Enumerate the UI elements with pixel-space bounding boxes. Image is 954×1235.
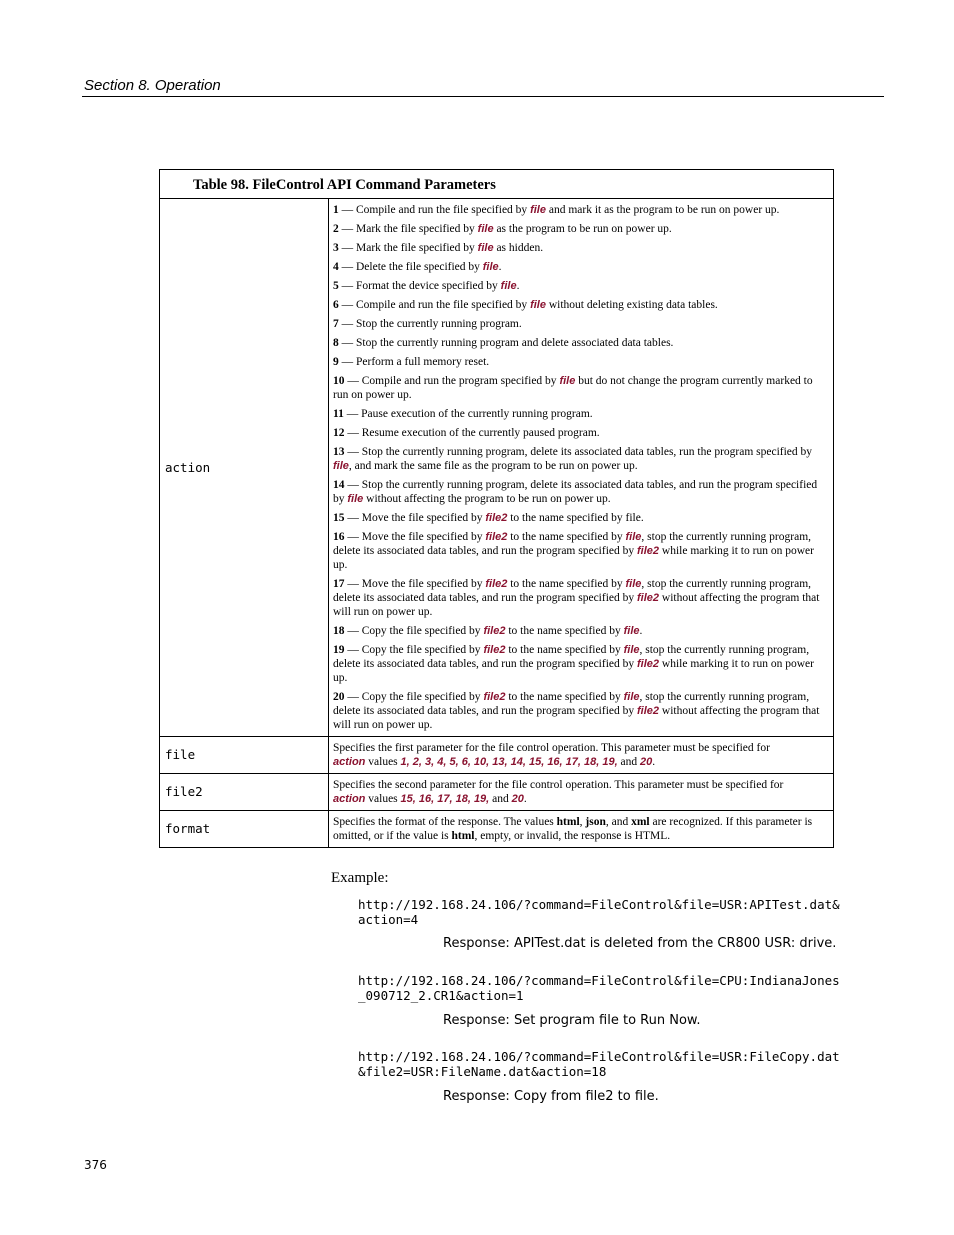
action-text: to the name specified by bbox=[507, 578, 626, 590]
parameter-keyword: file bbox=[623, 644, 640, 656]
action-text: , stop the currently running program, delete its associated data tables, and run the program specified by bbox=[333, 578, 812, 604]
parameter-keyword: file bbox=[625, 531, 642, 543]
format-desc-t2: , bbox=[579, 816, 586, 828]
param-name-action: action bbox=[160, 199, 329, 737]
file2-desc-and-word: and bbox=[492, 793, 509, 805]
parameter-keyword: file bbox=[500, 280, 517, 292]
table-caption: Table 98. FileControl API Command Parameters bbox=[160, 170, 834, 199]
action-number: 18 bbox=[333, 625, 345, 637]
action-text: — Compile and run the program specified by bbox=[344, 375, 560, 387]
example-code-1: http://192.168.24.106/?command=FileControl&file=USR:APITest.dat& action=4 bbox=[358, 897, 840, 927]
action-text: — Perform a full memory reset. bbox=[338, 356, 490, 368]
action-text: — Stop the currently running program, delete its associated data tables, and run the program specified by bbox=[333, 479, 818, 505]
parameter-keyword: file2 bbox=[483, 691, 506, 703]
action-item bbox=[333, 317, 829, 331]
action-item bbox=[333, 260, 829, 274]
file2-desc-values: 15, 16, 17, 18, 19, bbox=[400, 793, 490, 805]
action-item bbox=[333, 577, 829, 619]
parameter-keyword: file bbox=[482, 261, 499, 273]
parameter-keyword: file bbox=[559, 375, 576, 387]
action-number: 15 bbox=[333, 512, 345, 524]
parameter-keyword: file2 bbox=[637, 705, 660, 717]
action-item bbox=[333, 222, 829, 236]
parameter-keyword: file2 bbox=[485, 512, 508, 524]
parameter-keyword: file2 bbox=[485, 531, 508, 543]
file2-desc-end: . bbox=[523, 793, 527, 805]
action-text: to the name specified by bbox=[507, 531, 626, 543]
table-row-format bbox=[160, 811, 834, 848]
file2-desc-last-value: 20 bbox=[511, 793, 524, 805]
action-number: 3 bbox=[333, 242, 339, 254]
action-text: — Stop the currently running program and delete associated data tables. bbox=[338, 337, 674, 349]
action-text: while marking it to run on power up. bbox=[333, 658, 814, 684]
action-number: 4 bbox=[333, 261, 339, 273]
action-text: to the name specified by file. bbox=[507, 512, 644, 524]
file-desc-action-kw: action bbox=[333, 756, 366, 768]
action-text: , stop the currently running program, delete its associated data tables, and run the program specified by bbox=[333, 531, 812, 557]
action-number: 10 bbox=[333, 375, 345, 387]
table-row-action bbox=[160, 199, 834, 737]
parameter-keyword: file bbox=[530, 299, 546, 311]
action-number: 9 bbox=[333, 356, 339, 368]
action-item bbox=[333, 478, 829, 506]
action-text: , and mark the same file as the program to be run on power up. bbox=[348, 460, 638, 472]
action-number: 8 bbox=[333, 337, 339, 349]
parameter-keyword: file bbox=[347, 493, 364, 505]
format-desc-t1: Specifies the format of the response. The values bbox=[333, 816, 557, 828]
action-text: but do not change the program currently marked to run on power up. bbox=[333, 375, 813, 401]
action-text: while marking it to run on power up. bbox=[333, 545, 814, 571]
format-desc-t3: , and bbox=[605, 816, 632, 828]
parameter-keyword: file bbox=[530, 204, 546, 216]
table-row-file2 bbox=[160, 774, 834, 811]
action-text: as hidden. bbox=[493, 242, 544, 254]
action-text: — Copy the file specified by bbox=[344, 644, 484, 656]
file-desc-text: Specifies the first parameter for the file control operation. This parameter must be specified for bbox=[333, 742, 770, 754]
parameter-keyword: file2 bbox=[637, 545, 660, 557]
action-item bbox=[333, 355, 829, 369]
file2-desc-values-word: values bbox=[368, 793, 398, 805]
format-value-json: json bbox=[585, 816, 606, 828]
action-text: . bbox=[498, 261, 502, 273]
action-text: — Stop the currently running program. bbox=[338, 318, 522, 330]
param-name-file: file bbox=[160, 737, 329, 774]
file-desc-end: . bbox=[652, 756, 656, 768]
action-number: 6 bbox=[333, 299, 339, 311]
example-response-2: Response: Set program file to Run Now. bbox=[443, 1013, 701, 1028]
parameter-keyword: file bbox=[477, 242, 494, 254]
parameter-keyword: file2 bbox=[485, 578, 508, 590]
action-number: 1 bbox=[333, 204, 339, 216]
format-desc-t4: are recognized. If this parameter is omitted, or if the value is bbox=[333, 816, 813, 842]
action-item bbox=[333, 336, 829, 350]
action-text: . bbox=[639, 625, 643, 637]
action-text: without affecting the program that will run on power up. bbox=[333, 705, 820, 731]
format-value-html-2: html bbox=[451, 830, 475, 842]
action-text: . bbox=[516, 280, 520, 292]
action-text: — Copy the file specified by bbox=[344, 625, 484, 637]
example-response-3: Response: Copy from file2 to file. bbox=[443, 1089, 659, 1104]
parameter-keyword: file2 bbox=[637, 592, 660, 604]
action-number: 5 bbox=[333, 280, 339, 292]
action-item bbox=[333, 643, 829, 685]
file-desc-values: 1, 2, 3, 4, 5, 6, 10, 13, 14, 15, 16, 17, 18, 19, bbox=[400, 756, 618, 768]
format-value-xml: xml bbox=[631, 816, 650, 828]
file-desc-last-value: 20 bbox=[640, 756, 653, 768]
action-text: as the program to be run on power up. bbox=[493, 223, 672, 235]
action-text: — Delete the file specified by bbox=[338, 261, 483, 273]
action-text: without affecting the program that will run on power up. bbox=[333, 592, 820, 618]
file-desc-and-word: and bbox=[620, 756, 638, 768]
action-text: — Resume execution of the currently paused program. bbox=[344, 427, 600, 439]
example-code-2: http://192.168.24.106/?command=FileControl&file=CPU:IndianaJones _090712_2.CR1&action=1 bbox=[358, 973, 840, 1003]
action-text: to the name specified by bbox=[505, 644, 624, 656]
action-number: 2 bbox=[333, 223, 339, 235]
parameter-keyword: file bbox=[333, 460, 349, 472]
page-number: 376 bbox=[84, 1158, 107, 1172]
parameter-keyword: file bbox=[623, 625, 640, 637]
action-item bbox=[333, 298, 829, 312]
action-text: — Pause execution of the currently running program. bbox=[343, 408, 593, 420]
action-number: 7 bbox=[333, 318, 339, 330]
action-text: — Mark the file specified by bbox=[338, 223, 478, 235]
parameter-keyword: file2 bbox=[483, 625, 506, 637]
action-item bbox=[333, 426, 829, 440]
action-text: and mark it as the program to be run on power up. bbox=[545, 204, 780, 216]
action-text: — Move the file specified by bbox=[344, 578, 486, 590]
action-number: 13 bbox=[333, 446, 345, 458]
parameter-keyword: file bbox=[623, 691, 640, 703]
action-number: 16 bbox=[333, 531, 345, 543]
action-item bbox=[333, 241, 829, 255]
header-rule bbox=[82, 96, 884, 97]
action-text: — Compile and run the file specified by bbox=[338, 204, 531, 216]
parameter-keyword: file2 bbox=[483, 644, 506, 656]
section-header: Section 8. Operation bbox=[84, 77, 221, 94]
param-desc-file bbox=[329, 737, 834, 774]
table-row-file bbox=[160, 737, 834, 774]
action-text: — Move the file specified by bbox=[344, 512, 486, 524]
param-desc-file2 bbox=[329, 774, 834, 811]
parameter-keyword: file bbox=[477, 223, 494, 235]
action-number: 12 bbox=[333, 427, 345, 439]
action-item bbox=[333, 374, 829, 402]
action-item bbox=[333, 407, 829, 421]
param-name-file2: file2 bbox=[160, 774, 329, 811]
action-number: 20 bbox=[333, 691, 345, 703]
format-value-html: html bbox=[556, 816, 580, 828]
parameter-keyword: file bbox=[625, 578, 642, 590]
action-item bbox=[333, 445, 829, 473]
action-text: to the name specified by bbox=[505, 625, 624, 637]
action-item bbox=[333, 690, 829, 732]
action-item bbox=[333, 530, 829, 572]
action-text: to the name specified by bbox=[505, 691, 624, 703]
action-text: , stop the currently running program, delete its associated data tables, and run the program specified by bbox=[333, 691, 810, 717]
action-item bbox=[333, 624, 829, 638]
action-item bbox=[333, 203, 829, 217]
format-desc-t5: , empty, or invalid, the response is HTML. bbox=[474, 830, 671, 842]
action-text: — Mark the file specified by bbox=[338, 242, 478, 254]
action-text: — Compile and run the file specified by bbox=[338, 299, 531, 311]
action-number: 17 bbox=[333, 578, 345, 590]
action-number: 19 bbox=[333, 644, 345, 656]
example-response-1: Response: APITest.dat is deleted from the CR800 USR: drive. bbox=[443, 936, 837, 951]
param-name-format: format bbox=[160, 811, 329, 848]
param-desc-format bbox=[329, 811, 834, 848]
action-text: , stop the currently running program, delete its associated data tables, and run the program specified by bbox=[333, 644, 810, 670]
file-desc-values-word: values bbox=[368, 756, 398, 768]
file2-desc-text: Specifies the second parameter for the file control operation. This parameter must be specified for bbox=[333, 779, 784, 791]
action-number: 14 bbox=[333, 479, 345, 491]
filecontrol-parameters-table bbox=[159, 169, 834, 848]
action-text: — Stop the currently running program, delete its associated data tables, run the program specified by bbox=[344, 446, 813, 458]
example-code-3: http://192.168.24.106/?command=FileControl&file=USR:FileCopy.dat &file2=USR:FileName.dat&action=18 bbox=[358, 1049, 840, 1079]
action-item bbox=[333, 279, 829, 293]
param-desc-action bbox=[329, 199, 834, 737]
action-number: 11 bbox=[333, 408, 344, 420]
action-text: — Move the file specified by bbox=[344, 531, 486, 543]
action-item bbox=[333, 511, 829, 525]
file2-desc-action-kw: action bbox=[333, 793, 366, 805]
parameter-keyword: file2 bbox=[637, 658, 660, 670]
action-text: — Format the device specified by bbox=[338, 280, 501, 292]
action-text: without deleting existing data tables. bbox=[545, 299, 718, 311]
example-label: Example: bbox=[331, 870, 389, 886]
action-text: — Copy the file specified by bbox=[344, 691, 484, 703]
action-text: without affecting the program to be run on power up. bbox=[363, 493, 611, 505]
